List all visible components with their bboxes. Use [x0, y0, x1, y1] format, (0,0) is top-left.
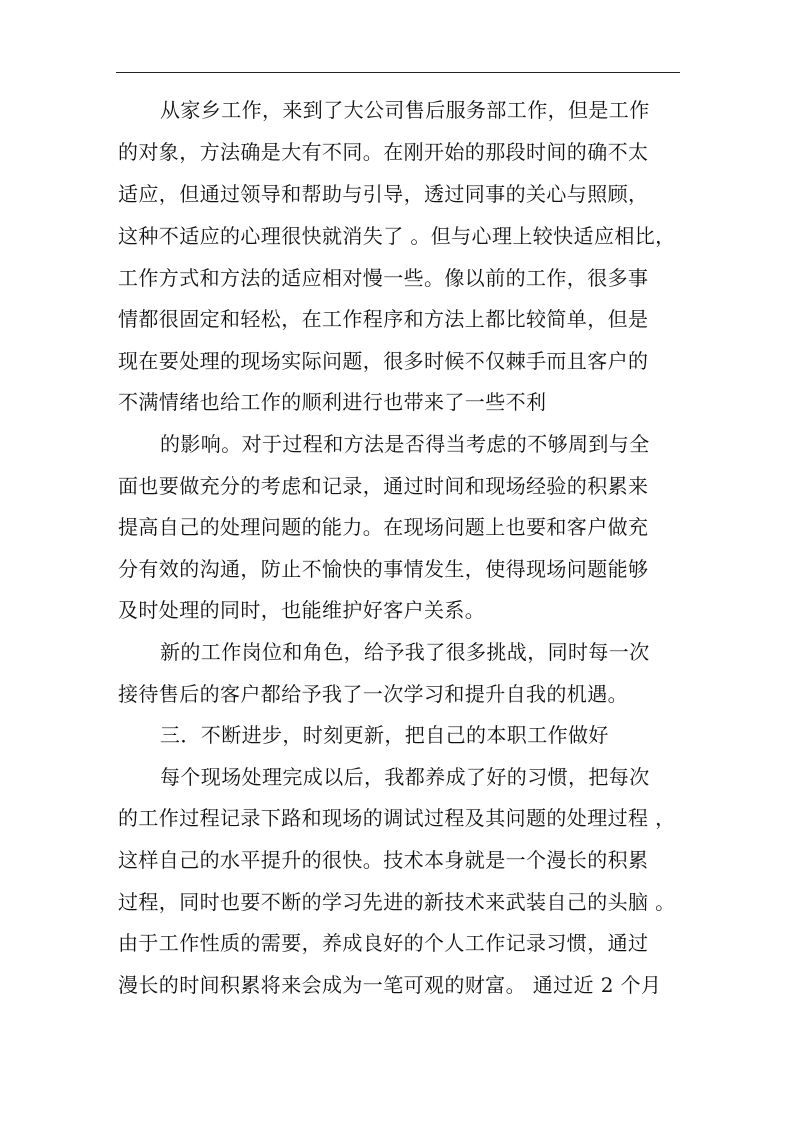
text-line: 的工作过程记录下路和现场的调试过程及其问题的处理过程 ， — [118, 806, 676, 830]
text-line: 这种不适应的心理很快就消失了 。但与心理上较快适应相比， — [118, 224, 676, 248]
header-rule — [116, 72, 680, 73]
text-line: 过程，同时也要不断的学习先进的新技术来武装自己的头脑 。 — [118, 890, 676, 914]
text-line: 适应，但通过领导和帮助与引导，透过同事的关心与照顾， — [118, 182, 649, 206]
text-line: 从家乡工作，来到了大公司售后服务部工作，但是工作 — [160, 98, 650, 122]
text-line: 面也要做充分的考虑和记录，通过时间和现场经验的积累来 — [118, 474, 649, 498]
text-line: 这样自己的水平提升的很快。技术本身就是一个漫长的积累 — [118, 848, 649, 872]
text-line: 的影响。对于过程和方法是否得当考虑的不够周到与全 — [160, 432, 650, 456]
text-line: 现在要处理的现场实际问题，很多时候不仅棘手而且客户的 — [118, 349, 649, 373]
text-line: 由于工作性质的需要，养成良好的个人工作记录习惯，通过 — [118, 931, 649, 955]
text-line: 不满情绪也给工作的顺利进行也带来了一些不利 — [118, 390, 547, 414]
text-line: 每个现场处理完成以后，我都养成了好的习惯，把每次 — [160, 765, 650, 789]
section-heading: 三．不断进步，时刻更新，把自己的本职工作做好 — [160, 723, 609, 747]
text-line: 接待售后的客户都给予我了一次学习和提升自我的机遇。 — [118, 682, 628, 706]
text-line: 及时处理的同时，也能维护好客户关系。 — [118, 598, 486, 622]
text-line: 情都很固定和轻松，在工作程序和方法上都比较简单，但是 — [118, 307, 649, 331]
text-line: 工作方式和方法的适应相对慢一些。像以前的工作，很多事 — [118, 266, 649, 290]
text-line: 提高自己的处理问题的能力。在现场问题上也要和客户做充 — [118, 515, 649, 539]
text-line: 新的工作岗位和角色，给予我了很多挑战，同时每一次 — [160, 640, 650, 664]
text-line: 分有效的沟通，防止不愉快的事情发生，使得现场问题能够 — [118, 557, 649, 581]
text-line: 的对象，方法确是大有不同。在刚开始的那段时间的确不太 — [118, 140, 649, 164]
text-line: 漫长的时间积累将来会成为一笔可观的财富。 通过近 2 个月 — [118, 973, 662, 997]
